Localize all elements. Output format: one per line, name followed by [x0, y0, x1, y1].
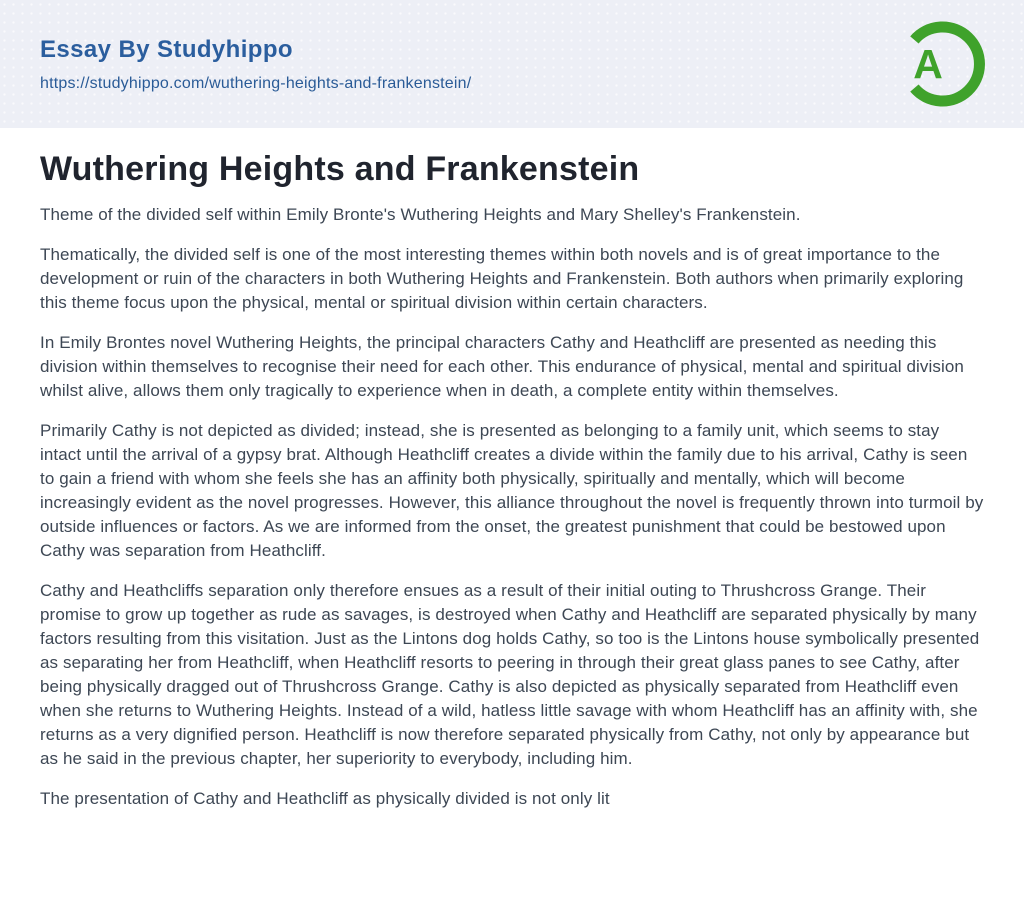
page-header	[0, 0, 1024, 128]
essay-url-link[interactable]: https://studyhippo.com/wuthering-heights-and-frankenstein/	[40, 74, 472, 92]
article-paragraph: In Emily Brontes novel Wuthering Heights, the principal characters Cathy and Heathcliff are presented as needing this division within themselves to recognise their need for each other. This endurance of physical, mental and spiritual division whilst alive, allows them only tragically to experience when in death, a complete entity within themselves.	[40, 333, 964, 400]
article-paragraph: Theme of the divided self within Emily Bronte's Wuthering Heights and Mary Shelley's Frankenstein.	[40, 205, 801, 224]
article-paragraph: Thematically, the divided self is one of the most interesting themes within both novels and is of great importance to the development or ruin of the characters in both Wuthering Heights and Frankenstein. Both authors when primarily exploring this theme focus upon the physical, mental or spiritual division within certain characters.	[40, 245, 964, 312]
studyhippo-logo-icon	[890, 16, 986, 112]
article-title: Wuthering Heights and Frankenstein	[40, 150, 640, 188]
logo-letter: A	[913, 41, 943, 87]
logo-svg	[890, 16, 986, 112]
article-paragraph: Primarily Cathy is not depicted as divided; instead, she is presented as belonging to a family unit, which seems to stay intact until the arrival of a gypsy brat. Although Heathcliff creates a divide within the family due to his arrival, Cathy is seen to gain a friend with whom she feels she has an affinity both physically, spiritually and mentally, which will become increasingly evident as the novel progresses. However, this alliance throughout the novel is frequently thrown into turmoil by outside influences or factors. As we are informed from the onset, the greatest punishment that could be bestowed upon Cathy was separation from Heathcliff.	[40, 421, 984, 560]
article-body	[0, 128, 1024, 811]
article-paragraph: The presentation of Cathy and Heathcliff as physically divided is not only lit	[40, 789, 610, 808]
brand-title: Essay By Studyhippo	[40, 35, 293, 63]
brand-block	[40, 36, 471, 93]
article-paragraph: Cathy and Heathcliffs separation only therefore ensues as a result of their initial outing to Thrushcross Grange. Their promise to grow up together as rude as savages, is destroyed when Cathy and Heathcliff are separated physically by many factors resulting from this visitation. Just as the Lintons dog holds Cathy, so too is the Lintons house symbolically presented as separating her from Heathcliff, when Heathcliff resorts to peering in through their great glass panes to see Cathy, after being physically dragged out of Thrushcross Grange. Cathy is also depicted as physically separated from Heathcliff even when she returns to Wuthering Heights. Instead of a wild, hatless little savage with whom Heathcliff has an affinity with, she returns as a very dignified person. Heathcliff is now therefore separated physically from Cathy, not only by appearance but as he said in the previous chapter, her superiority to everybody, including him.	[40, 581, 980, 768]
